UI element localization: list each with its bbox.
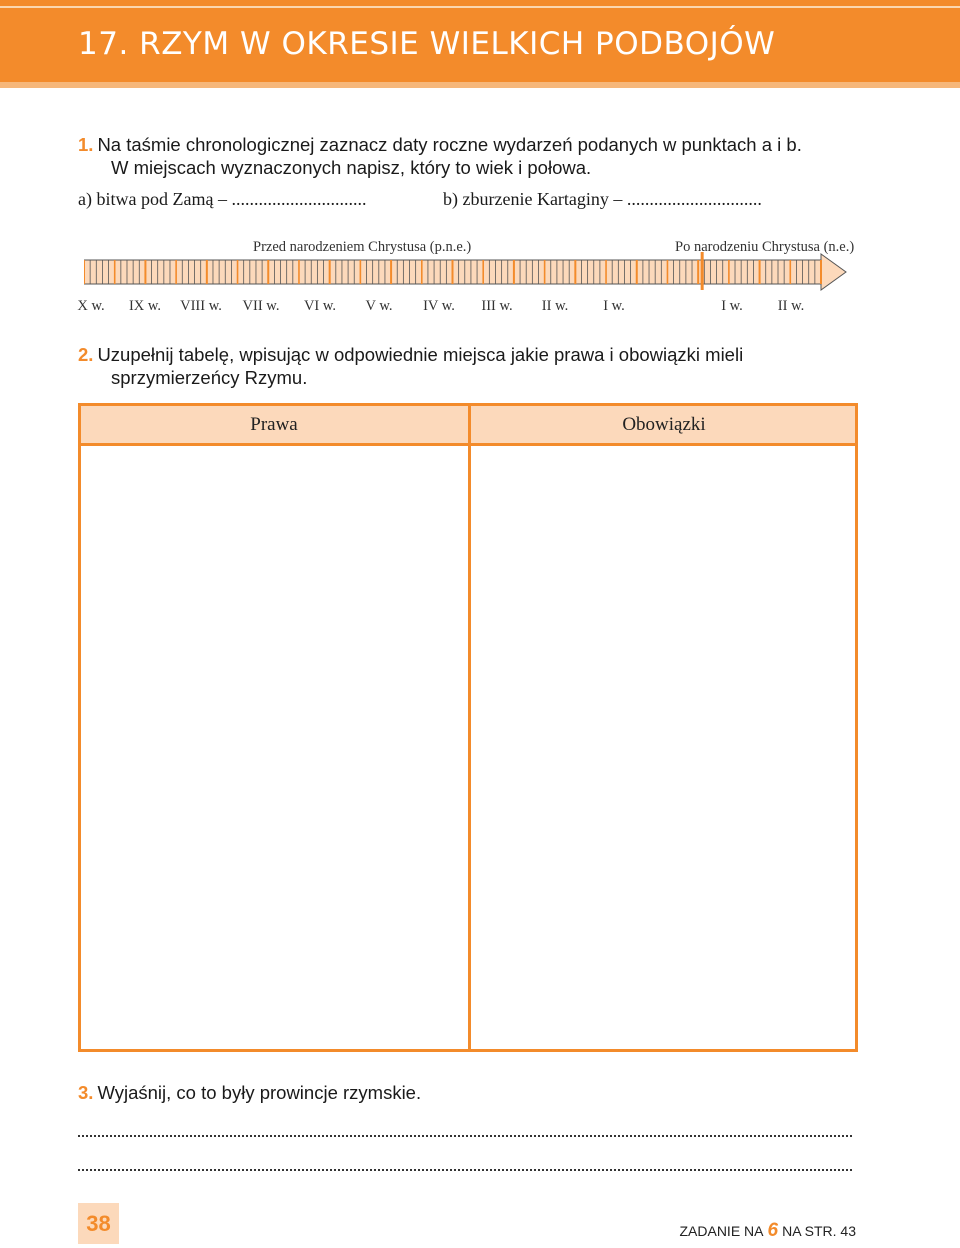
table-header-prawa: Prawa bbox=[250, 414, 298, 435]
timeline-century-label: X w. bbox=[77, 298, 105, 314]
timeline-century-label: IX w. bbox=[128, 298, 162, 314]
task-2-instructions bbox=[78, 343, 858, 389]
footer-ref-number: 6 bbox=[767, 1220, 779, 1241]
timeline-century-label: VII w. bbox=[242, 298, 280, 314]
task-2-line-2: sprzymierzeńcy Rzymu. bbox=[111, 367, 308, 388]
task-1-number: 1. bbox=[78, 134, 94, 155]
timeline-century-label: II w. bbox=[777, 298, 805, 314]
task-3-text: Wyjaśnij, co to były prowincje rzymskie. bbox=[97, 1082, 422, 1103]
footer-ref-suffix: NA STR. 43 bbox=[782, 1223, 856, 1239]
table-cell-obowiazki[interactable] bbox=[471, 446, 855, 1049]
task-1-line-1: Na taśmie chronologicznej zaznacz daty roczne wydarzeń podanych w punktach a i b. bbox=[97, 134, 802, 155]
timeline-caption-bc: Przed narodzeniem Chrystusa (p.n.e.) bbox=[253, 239, 472, 255]
timeline-century-label: IV w. bbox=[423, 298, 455, 314]
task-2-line-1: Uzupełnij tabelę, wpisując w odpowiednie miejsca jakie prawa i obowiązki mieli bbox=[97, 344, 744, 365]
timeline-caption-ad: Po narodzeniu Chrystusa (n.e.) bbox=[675, 239, 855, 255]
table-cell-prawa[interactable] bbox=[81, 446, 468, 1049]
timeline-century-label: V w. bbox=[365, 298, 393, 314]
task-3-instructions bbox=[78, 1081, 421, 1104]
task-3-number: 3. bbox=[78, 1082, 94, 1103]
table-header-obowiazki: Obowiązki bbox=[622, 414, 706, 435]
event-a-field[interactable]: a) bitwa pod Zamą – .............................. bbox=[78, 189, 367, 209]
timeline-century-label: VI w. bbox=[303, 298, 337, 314]
timeline-century-label: III w. bbox=[481, 298, 513, 314]
task-2-number: 2. bbox=[78, 344, 94, 365]
timeline-century-label: VIII w. bbox=[180, 298, 222, 314]
timeline-strip[interactable] bbox=[84, 252, 850, 292]
task-1-line-2: W miejscach wyznaczonych napisz, który to wiek i połowa. bbox=[111, 157, 592, 178]
answer-line-1[interactable] bbox=[78, 1131, 852, 1137]
timeline-century-label: I w. bbox=[721, 298, 743, 314]
page-number: 38 bbox=[78, 1203, 119, 1244]
task-1-instructions bbox=[78, 133, 802, 179]
footer-reference bbox=[679, 1220, 856, 1242]
event-b-field[interactable]: b) zburzenie Kartaginy – .............................. bbox=[443, 189, 762, 209]
timeline-century-label: I w. bbox=[603, 298, 625, 314]
header-bar bbox=[0, 0, 960, 88]
rights-duties-table bbox=[78, 403, 858, 1052]
footer-ref-prefix: ZADANIE NA bbox=[679, 1223, 764, 1239]
answer-line-2[interactable] bbox=[78, 1165, 852, 1171]
timeline-century-label: II w. bbox=[541, 298, 569, 314]
chapter-title: 17. RZYM W OKRESIE WIELKICH PODBOJÓW bbox=[78, 26, 776, 62]
header-accent-line bbox=[0, 6, 960, 8]
